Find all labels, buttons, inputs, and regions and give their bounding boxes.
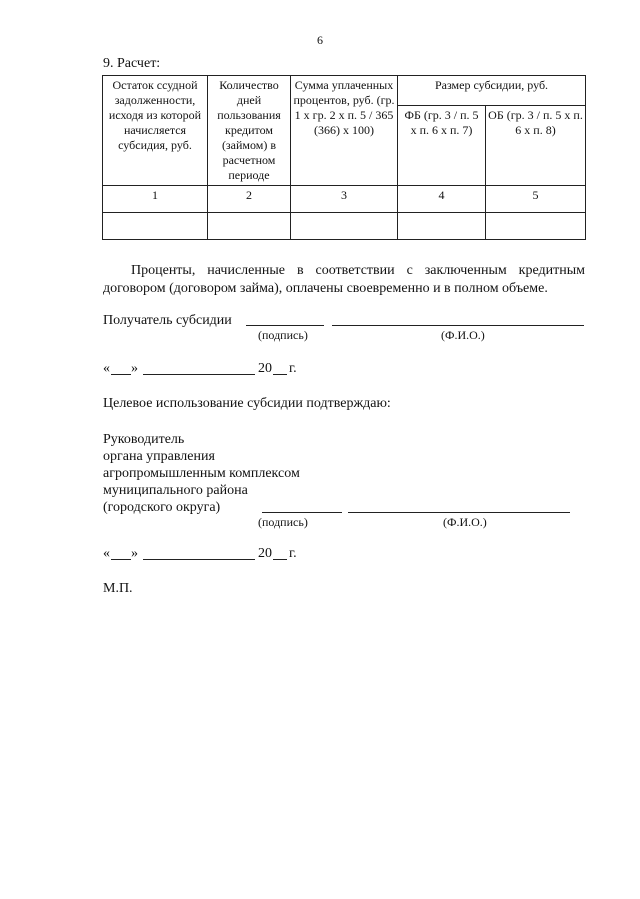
date-day-line[interactable]: [111, 374, 131, 375]
confirmation-text: Целевое использование субсидии подтверждаю:: [103, 396, 391, 411]
table-cell[interactable]: [398, 213, 486, 240]
section-title: 9. Расчет:: [103, 56, 161, 71]
column-numbers-row: [103, 186, 586, 213]
date-day-line[interactable]: [111, 559, 131, 560]
page-number: 6: [317, 33, 323, 47]
date-year-line[interactable]: [273, 374, 287, 375]
head-title-line: муниципального района: [103, 483, 248, 498]
head-title-line: Руководитель: [103, 432, 185, 447]
head-title-line: органа управления: [103, 449, 215, 464]
column-number: 5: [486, 186, 586, 213]
recipient-label: Получатель субсидии: [103, 313, 232, 328]
statement-line: договором (договором займа), оплачены своевременно и в полном объеме.: [103, 281, 548, 296]
col-header-loan-balance: Остаток ссудной задолженности, исходя из которой начисляется субсидия, руб.: [103, 76, 208, 186]
date-open-quote: «: [103, 546, 110, 561]
head-name-caption: (Ф.И.О.): [443, 515, 487, 529]
recipient-signature-caption: (подпись): [258, 328, 308, 342]
calculation-table: [102, 75, 586, 240]
column-number: 1: [103, 186, 208, 213]
table-cell[interactable]: [103, 213, 208, 240]
date-month-line[interactable]: [143, 374, 255, 375]
recipient-signature-line[interactable]: [246, 325, 324, 326]
recipient-name-line[interactable]: [332, 325, 584, 326]
statement-line: Проценты, начисленные в соответствии с заключенным кредитным: [131, 263, 585, 278]
date-year-line[interactable]: [273, 559, 287, 560]
head-title-block: [103, 431, 300, 516]
table-cell[interactable]: [291, 213, 398, 240]
col-header-fb: ФБ (гр. 3 / п. 5 х п. 6 х п. 7): [398, 105, 486, 185]
table-cell[interactable]: [208, 213, 291, 240]
date-year-prefix: 20: [258, 361, 272, 376]
column-number: 3: [291, 186, 398, 213]
date-month-line[interactable]: [143, 559, 255, 560]
date-open-quote: «: [103, 361, 110, 376]
head-title-line: (городского округа): [103, 500, 221, 515]
column-number: 4: [398, 186, 486, 213]
head-name-line[interactable]: [348, 512, 570, 513]
table-cell[interactable]: [486, 213, 586, 240]
head-signature-caption: (подпись): [258, 515, 308, 529]
date-year-prefix: 20: [258, 546, 272, 561]
head-signature-line[interactable]: [262, 512, 342, 513]
date-close-quote: »: [131, 361, 138, 376]
recipient-name-caption: (Ф.И.О.): [441, 328, 485, 342]
col-header-interest-paid: Сумма уплаченных процентов, руб. (гр. 1 х гр. 2 х п. 5 / 365 (366) х 100): [291, 76, 398, 186]
head-title-line: агропромышленным комплексом: [103, 466, 300, 481]
col-header-days: Количество дней пользования кредитом (займом) в расчетном периоде: [208, 76, 291, 186]
statement-paragraph: [103, 262, 585, 298]
date-close-quote: »: [131, 546, 138, 561]
column-number: 2: [208, 186, 291, 213]
date-year-suffix: г.: [289, 361, 297, 376]
stamp-place: М.П.: [103, 581, 133, 596]
date-year-suffix: г.: [289, 546, 297, 561]
col-header-ob: ОБ (гр. 3 / п. 5 х п. 6 х п. 8): [486, 105, 586, 185]
table-row: [103, 213, 586, 240]
col-header-subsidy-amount: Размер субсидии, руб.: [398, 76, 586, 106]
